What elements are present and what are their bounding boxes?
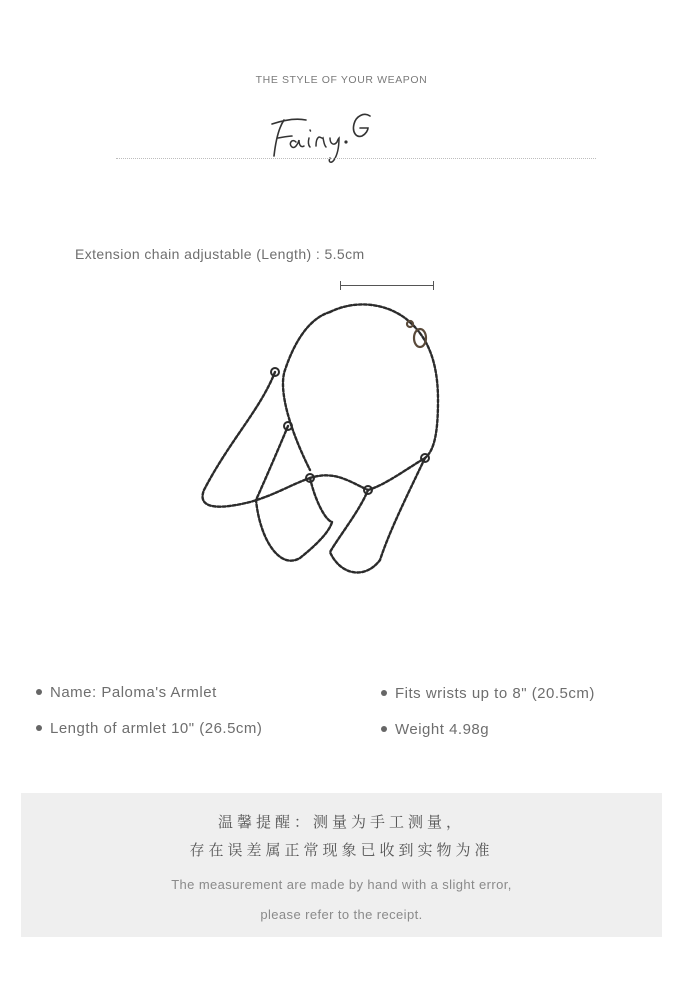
measurement-notice: [21, 793, 662, 937]
spec-fits: Fits wrists up to 8" (20.5cm): [381, 685, 595, 702]
spec-name: Name: Paloma's Armlet: [36, 684, 217, 701]
notice-cn-line1: 温馨提醒：测量为手工测量，: [217, 813, 465, 831]
spec-length: Length of armlet 10" (26.5cm): [36, 720, 262, 737]
header-divider: [116, 158, 596, 159]
bullet-icon: [381, 690, 387, 696]
notice-cn-line2: 存在误差属正常现象已收到实物为准: [189, 841, 494, 859]
notice-en-line2: please refer to the receipt.: [260, 907, 423, 922]
bullet-icon: [36, 725, 42, 731]
extension-chain-label: Extension chain adjustable (Length) : 5.5cm: [75, 246, 365, 262]
spec-weight: Weight 4.98g: [381, 721, 489, 738]
bullet-icon: [381, 726, 387, 732]
bullet-icon: [36, 689, 42, 695]
notice-en-line1: The measurement are made by hand with a slight error,: [171, 877, 512, 892]
brand-tagline: THE STYLE OF YOUR WEAPON: [255, 74, 428, 86]
armlet-image: [190, 290, 450, 590]
